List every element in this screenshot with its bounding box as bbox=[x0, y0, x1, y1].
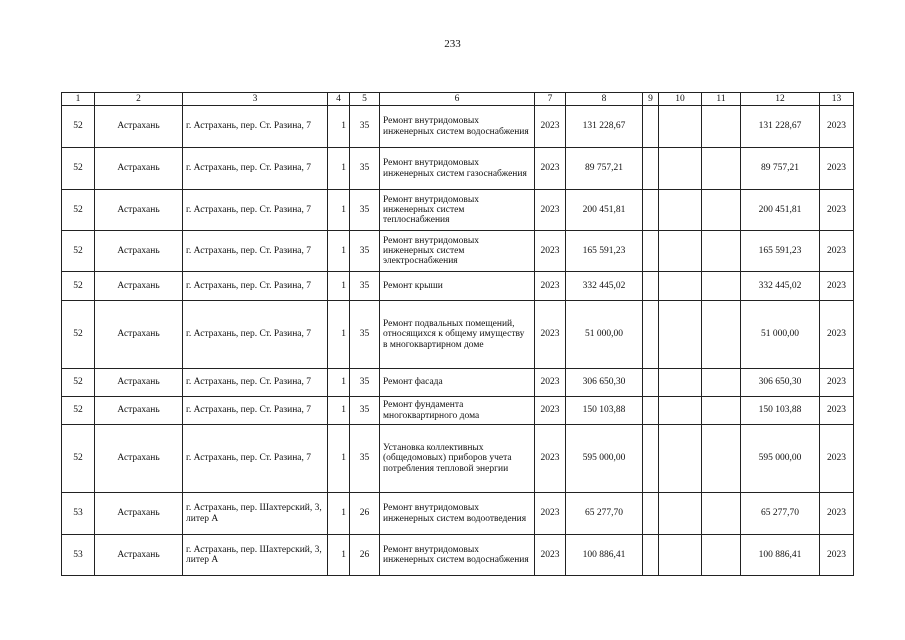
total-cell: 51 000,00 bbox=[741, 301, 820, 369]
address-cell: г. Астрахань, пер. Ст. Разина, 7 bbox=[183, 190, 328, 231]
cost-cell: 131 228,67 bbox=[566, 106, 643, 148]
year-cell: 2023 bbox=[535, 535, 566, 576]
column-10-cell bbox=[659, 425, 702, 493]
column-9-cell bbox=[643, 272, 659, 301]
column-9-cell bbox=[643, 535, 659, 576]
address-cell: г. Астрахань, пер. Шахтерский, 3, литер А bbox=[183, 493, 328, 535]
year-cell: 2023 bbox=[535, 148, 566, 190]
year-cell: 2023 bbox=[535, 425, 566, 493]
year-cell: 2023 bbox=[535, 190, 566, 231]
municipality-cell: Астрахань bbox=[95, 425, 183, 493]
object-number-cell: 52 bbox=[62, 148, 95, 190]
cost-cell: 165 591,23 bbox=[566, 231, 643, 272]
column-5-cell: 35 bbox=[350, 231, 380, 272]
cost-cell: 51 000,00 bbox=[566, 301, 643, 369]
work-type-cell: Установка коллективных (общедомовых) приборов учета потребления тепловой энергии bbox=[380, 425, 535, 493]
municipality-cell: Астрахань bbox=[95, 190, 183, 231]
column-header: 2 bbox=[95, 93, 183, 106]
total-cell: 89 757,21 bbox=[741, 148, 820, 190]
year-cell: 2023 bbox=[535, 369, 566, 397]
column-10-cell bbox=[659, 397, 702, 425]
address-cell: г. Астрахань, пер. Ст. Разина, 7 bbox=[183, 369, 328, 397]
object-number-cell: 52 bbox=[62, 301, 95, 369]
column-5-cell: 35 bbox=[350, 301, 380, 369]
column-5-cell: 26 bbox=[350, 535, 380, 576]
total-cell: 150 103,88 bbox=[741, 397, 820, 425]
column-11-cell bbox=[702, 397, 741, 425]
column-11-cell bbox=[702, 301, 741, 369]
municipality-cell: Астрахань bbox=[95, 397, 183, 425]
table-row bbox=[62, 106, 854, 148]
header-row bbox=[62, 93, 854, 106]
municipality-cell: Астрахань bbox=[95, 106, 183, 148]
total-cell: 100 886,41 bbox=[741, 535, 820, 576]
year-cell: 2023 bbox=[535, 231, 566, 272]
work-type-cell: Ремонт внутридомовых инженерных систем водоотведения bbox=[380, 493, 535, 535]
column-9-cell bbox=[643, 106, 659, 148]
column-4-cell: 1 bbox=[328, 190, 350, 231]
column-5-cell: 35 bbox=[350, 190, 380, 231]
column-header: 9 bbox=[643, 93, 659, 106]
column-9-cell bbox=[643, 148, 659, 190]
total-cell: 165 591,23 bbox=[741, 231, 820, 272]
column-header: 7 bbox=[535, 93, 566, 106]
year-cell: 2023 bbox=[535, 493, 566, 535]
column-header: 6 bbox=[380, 93, 535, 106]
page-number: 233 bbox=[444, 38, 461, 50]
work-type-cell: Ремонт фундамента многоквартирного дома bbox=[380, 397, 535, 425]
object-number-cell: 52 bbox=[62, 272, 95, 301]
work-type-cell: Ремонт внутридомовых инженерных систем водоснабжения bbox=[380, 106, 535, 148]
column-11-cell bbox=[702, 425, 741, 493]
cost-cell: 100 886,41 bbox=[566, 535, 643, 576]
column-header: 12 bbox=[741, 93, 820, 106]
municipality-cell: Астрахань bbox=[95, 272, 183, 301]
column-header: 4 bbox=[328, 93, 350, 106]
completion-year-cell: 2023 bbox=[820, 535, 854, 576]
completion-year-cell: 2023 bbox=[820, 148, 854, 190]
column-11-cell bbox=[702, 493, 741, 535]
column-11-cell bbox=[702, 190, 741, 231]
column-11-cell bbox=[702, 369, 741, 397]
completion-year-cell: 2023 bbox=[820, 301, 854, 369]
column-header: 3 bbox=[183, 93, 328, 106]
column-9-cell bbox=[643, 190, 659, 231]
column-header: 11 bbox=[702, 93, 741, 106]
column-11-cell bbox=[702, 535, 741, 576]
work-type-cell: Ремонт подвальных помещений, относящихся к общему имуществу в многоквартирном доме bbox=[380, 301, 535, 369]
table-row bbox=[62, 425, 854, 493]
cost-cell: 332 445,02 bbox=[566, 272, 643, 301]
object-number-cell: 53 bbox=[62, 535, 95, 576]
object-number-cell: 52 bbox=[62, 369, 95, 397]
column-4-cell: 1 bbox=[328, 397, 350, 425]
cost-cell: 89 757,21 bbox=[566, 148, 643, 190]
column-11-cell bbox=[702, 272, 741, 301]
object-number-cell: 52 bbox=[62, 397, 95, 425]
total-cell: 595 000,00 bbox=[741, 425, 820, 493]
table-row bbox=[62, 493, 854, 535]
cost-cell: 306 650,30 bbox=[566, 369, 643, 397]
column-10-cell bbox=[659, 369, 702, 397]
work-type-cell: Ремонт внутридомовых инженерных систем водоснабжения bbox=[380, 535, 535, 576]
column-4-cell: 1 bbox=[328, 301, 350, 369]
municipality-cell: Астрахань bbox=[95, 231, 183, 272]
completion-year-cell: 2023 bbox=[820, 190, 854, 231]
year-cell: 2023 bbox=[535, 106, 566, 148]
work-type-cell: Ремонт внутридомовых инженерных систем газоснабжения bbox=[380, 148, 535, 190]
work-type-cell: Ремонт крыши bbox=[380, 272, 535, 301]
column-10-cell bbox=[659, 535, 702, 576]
table-row bbox=[62, 397, 854, 425]
column-10-cell bbox=[659, 231, 702, 272]
column-5-cell: 35 bbox=[350, 272, 380, 301]
work-type-cell: Ремонт внутридомовых инженерных систем электроснабжения bbox=[380, 231, 535, 272]
table-row bbox=[62, 301, 854, 369]
column-4-cell: 1 bbox=[328, 493, 350, 535]
column-5-cell: 35 bbox=[350, 148, 380, 190]
cost-cell: 595 000,00 bbox=[566, 425, 643, 493]
column-10-cell bbox=[659, 272, 702, 301]
completion-year-cell: 2023 bbox=[820, 272, 854, 301]
cost-cell: 150 103,88 bbox=[566, 397, 643, 425]
municipality-cell: Астрахань bbox=[95, 493, 183, 535]
column-10-cell bbox=[659, 301, 702, 369]
completion-year-cell: 2023 bbox=[820, 493, 854, 535]
address-cell: г. Астрахань, пер. Ст. Разина, 7 bbox=[183, 301, 328, 369]
table-row bbox=[62, 272, 854, 301]
column-9-cell bbox=[643, 425, 659, 493]
column-header: 8 bbox=[566, 93, 643, 106]
completion-year-cell: 2023 bbox=[820, 231, 854, 272]
column-9-cell bbox=[643, 369, 659, 397]
cost-cell: 65 277,70 bbox=[566, 493, 643, 535]
year-cell: 2023 bbox=[535, 301, 566, 369]
table-row bbox=[62, 369, 854, 397]
cost-cell: 200 451,81 bbox=[566, 190, 643, 231]
column-11-cell bbox=[702, 106, 741, 148]
municipality-cell: Астрахань bbox=[95, 369, 183, 397]
column-11-cell bbox=[702, 148, 741, 190]
completion-year-cell: 2023 bbox=[820, 106, 854, 148]
column-9-cell bbox=[643, 397, 659, 425]
object-number-cell: 52 bbox=[62, 106, 95, 148]
column-4-cell: 1 bbox=[328, 106, 350, 148]
repair-register-table bbox=[61, 92, 854, 576]
total-cell: 131 228,67 bbox=[741, 106, 820, 148]
total-cell: 200 451,81 bbox=[741, 190, 820, 231]
column-5-cell: 35 bbox=[350, 397, 380, 425]
column-4-cell: 1 bbox=[328, 535, 350, 576]
column-4-cell: 1 bbox=[328, 231, 350, 272]
column-9-cell bbox=[643, 231, 659, 272]
table-row bbox=[62, 231, 854, 272]
column-5-cell: 35 bbox=[350, 425, 380, 493]
column-9-cell bbox=[643, 493, 659, 535]
completion-year-cell: 2023 bbox=[820, 369, 854, 397]
total-cell: 332 445,02 bbox=[741, 272, 820, 301]
address-cell: г. Астрахань, пер. Ст. Разина, 7 bbox=[183, 425, 328, 493]
column-10-cell bbox=[659, 148, 702, 190]
address-cell: г. Астрахань, пер. Ст. Разина, 7 bbox=[183, 272, 328, 301]
address-cell: г. Астрахань, пер. Ст. Разина, 7 bbox=[183, 148, 328, 190]
year-cell: 2023 bbox=[535, 397, 566, 425]
column-5-cell: 35 bbox=[350, 369, 380, 397]
total-cell: 306 650,30 bbox=[741, 369, 820, 397]
work-type-cell: Ремонт фасада bbox=[380, 369, 535, 397]
column-4-cell: 1 bbox=[328, 272, 350, 301]
object-number-cell: 53 bbox=[62, 493, 95, 535]
address-cell: г. Астрахань, пер. Ст. Разина, 7 bbox=[183, 106, 328, 148]
column-9-cell bbox=[643, 301, 659, 369]
column-header: 5 bbox=[350, 93, 380, 106]
column-4-cell: 1 bbox=[328, 148, 350, 190]
address-cell: г. Астрахань, пер. Ст. Разина, 7 bbox=[183, 231, 328, 272]
completion-year-cell: 2023 bbox=[820, 397, 854, 425]
address-cell: г. Астрахань, пер. Ст. Разина, 7 bbox=[183, 397, 328, 425]
column-10-cell bbox=[659, 190, 702, 231]
object-number-cell: 52 bbox=[62, 425, 95, 493]
table-row bbox=[62, 190, 854, 231]
column-10-cell bbox=[659, 106, 702, 148]
object-number-cell: 52 bbox=[62, 190, 95, 231]
column-4-cell: 1 bbox=[328, 369, 350, 397]
completion-year-cell: 2023 bbox=[820, 425, 854, 493]
column-5-cell: 26 bbox=[350, 493, 380, 535]
work-type-cell: Ремонт внутридомовых инженерных систем теплоснабжения bbox=[380, 190, 535, 231]
column-10-cell bbox=[659, 493, 702, 535]
column-11-cell bbox=[702, 231, 741, 272]
column-4-cell: 1 bbox=[328, 425, 350, 493]
municipality-cell: Астрахань bbox=[95, 535, 183, 576]
object-number-cell: 52 bbox=[62, 231, 95, 272]
municipality-cell: Астрахань bbox=[95, 301, 183, 369]
column-header: 13 bbox=[820, 93, 854, 106]
table-row bbox=[62, 148, 854, 190]
column-header: 1 bbox=[62, 93, 95, 106]
address-cell: г. Астрахань, пер. Шахтерский, 3, литер А bbox=[183, 535, 328, 576]
column-header: 10 bbox=[659, 93, 702, 106]
municipality-cell: Астрахань bbox=[95, 148, 183, 190]
table-row bbox=[62, 535, 854, 576]
column-5-cell: 35 bbox=[350, 106, 380, 148]
year-cell: 2023 bbox=[535, 272, 566, 301]
total-cell: 65 277,70 bbox=[741, 493, 820, 535]
